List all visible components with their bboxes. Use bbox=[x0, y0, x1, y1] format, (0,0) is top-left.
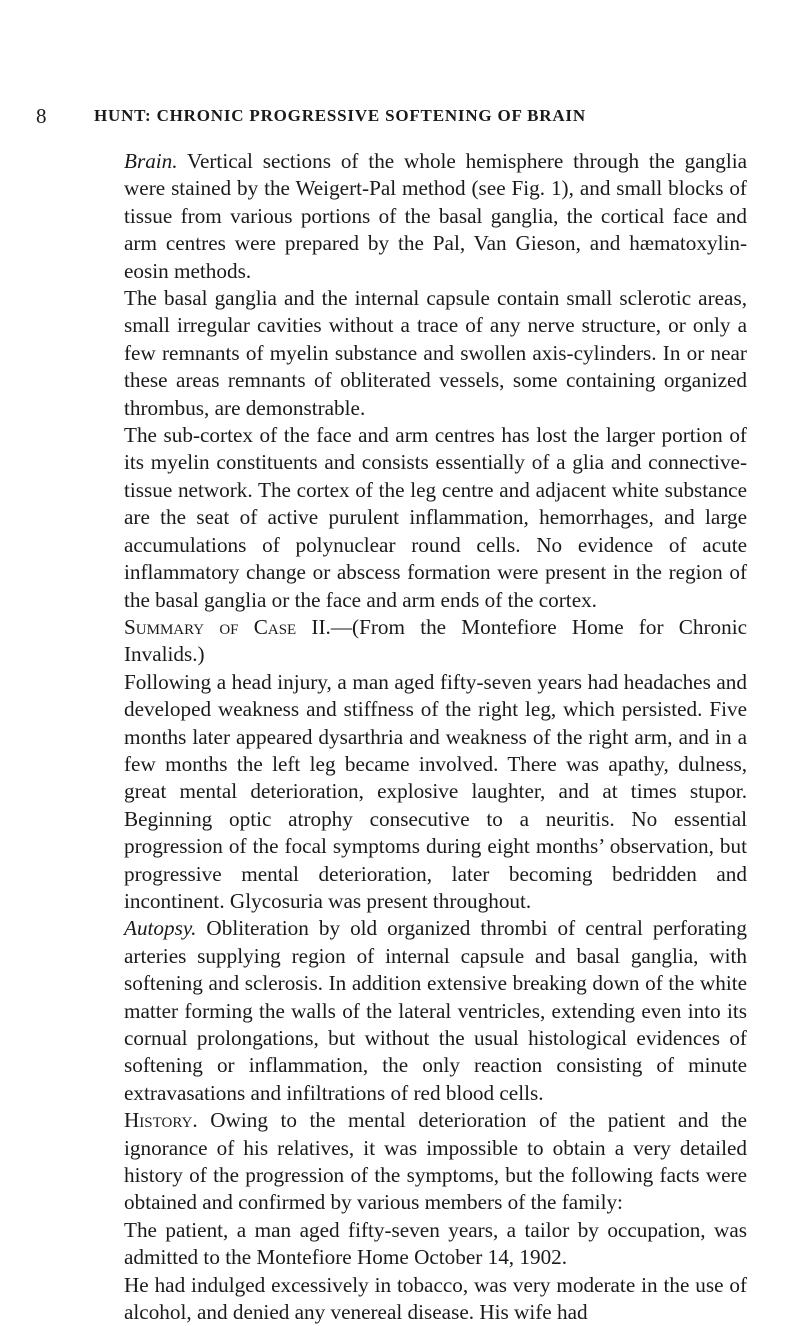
paragraph-brain bbox=[124, 148, 747, 285]
paragraph-text: Owing to the mental deterioration of the patient and the ignorance of his relatives, it was impossible to obtain a very detailed history of the progression of the symptoms, but the following facts were obtained and confirmed by various members of the family: bbox=[124, 1108, 747, 1215]
paragraph-tobacco bbox=[124, 1272, 747, 1326]
paragraph-text: Following a head injury, a man aged fifty-seven years had headaches and developed weakness and stiffness of the right leg, which persisted. Five months later appeared dysarthria and weakness of the right arm, and in a few months the left leg became involved. There was apathy, dulness, great mental deterioration, explosive laughter, and at times stupor. Beginning optic atrophy consecutive to a neuritis. No essential progression of the focal symptoms during eight months’ observation, but progressive mental deterioration, later becoming bedridden and incontinent. Glycosuria was present throughout. bbox=[124, 669, 747, 913]
body-text bbox=[124, 148, 747, 1326]
page-number: 8 bbox=[36, 104, 48, 128]
paragraph-patient bbox=[124, 1217, 747, 1272]
run-in-heading: Summary of Case II. bbox=[124, 614, 331, 639]
paragraph-summary-case-ii bbox=[124, 614, 747, 669]
paragraph-text: Vertical sections of the whole hemisphere through the ganglia were stained by the Weigert-Pal method (see Fig. 1), and small blocks of tissue from various portions of the basal ganglia, the cortical face and arm centres were prepared by the Pal, Van Gieson, and hæmatoxylin-eosin methods. bbox=[124, 149, 747, 283]
paragraph-following-head-injury bbox=[124, 669, 747, 916]
paragraph-text: The basal ganglia and the internal capsule contain small sclerotic areas, small irregular cavities without a trace of any nerve structure, or only a few remnants of myelin substance and swollen axis-cylinders. In or near these areas remnants of obliterated vessels, some containing organized thrombus, are demonstrable. bbox=[124, 286, 747, 420]
paragraph-text: The patient, a man aged fifty-seven years, a tailor by occupation, was admitted to the Montefiore Home October 14, 1902. bbox=[124, 1217, 747, 1270]
paragraph-text: The sub-cortex of the face and arm centres has lost the larger portion of its myelin constituents and consists essentially of a glia and connective-tissue network. The cortex of the leg centre and adjacent white substance are the seat of active purulent inflammation, hemorrhages, and large accumulations of polynuclear round cells. No evidence of acute inflammatory change or abscess formation were present in the region of the basal ganglia or the face and arm ends of the cortex. bbox=[124, 423, 747, 612]
paragraph-history bbox=[124, 1107, 747, 1217]
running-title: HUNT: CHRONIC PROGRESSIVE SOFTENING OF BRAIN bbox=[94, 106, 586, 125]
run-in-heading: History. bbox=[124, 1108, 198, 1133]
paragraph-text: Obliteration by old organized thrombi of central perforating arteries supplying region of internal capsule and basal ganglia, with softening and sclerosis. In addition extensive breaking down of the white matter forming the walls of the lateral ventricles, extending even into its cornual prolongations, but without the usual histological evidences of softening or inflammation, the only reaction consisting of minute extravasations and infiltrations of red blood cells. bbox=[124, 916, 747, 1105]
paragraph-text: —(From the Montefiore Home for Chronic Invalids.) bbox=[124, 614, 747, 667]
paragraph-text: He had indulged excessively in tobacco, was very moderate in the use of alcohol, and denied any venereal disease. His wife had bbox=[124, 1272, 747, 1325]
run-in-heading: Autopsy. bbox=[124, 916, 197, 941]
page-header bbox=[36, 103, 756, 129]
paragraph-basal-ganglia bbox=[124, 285, 747, 422]
paragraph-sub-cortex bbox=[124, 422, 747, 614]
paragraph-autopsy bbox=[124, 915, 747, 1107]
run-in-heading: Brain. bbox=[124, 149, 178, 173]
